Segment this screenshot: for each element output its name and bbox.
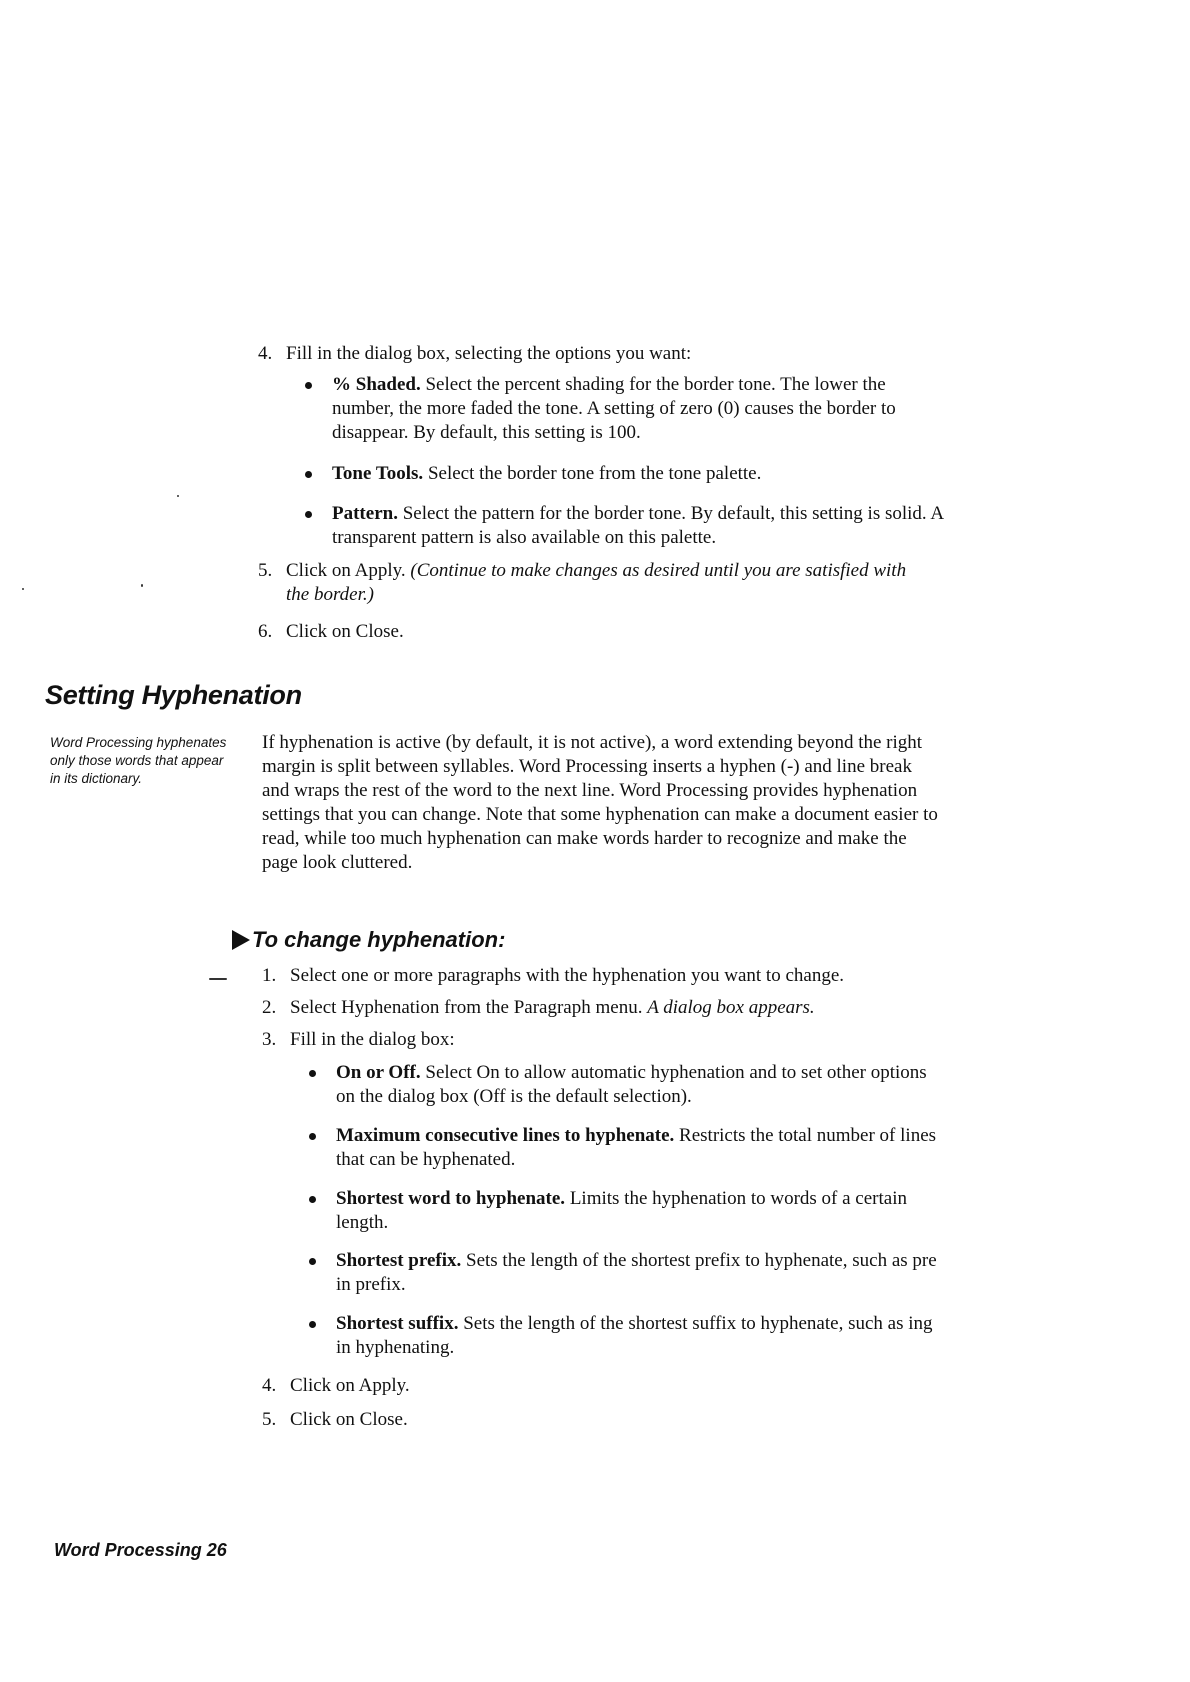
step-5-top	[258, 559, 918, 607]
step-6-top	[258, 620, 918, 644]
step-number: 1.	[262, 965, 277, 986]
bullet-shortest-word	[309, 1187, 949, 1235]
margin-note: Word Processing hyphenates only those words that appear in its dictionary.	[50, 735, 227, 786]
page-footer: Word Processing 26	[54, 1540, 227, 1560]
bullet-description: Sets the length of the shortest suffix to hyphenate, such as ing in hyphenating.	[336, 1313, 933, 1358]
scan-speck	[177, 495, 179, 497]
procedure-step-4	[262, 1374, 862, 1398]
bullet-icon	[309, 1258, 316, 1265]
step-text: Select Hyphenation from the Paragraph menu.	[290, 997, 643, 1018]
step-text: Click on Apply.	[286, 560, 406, 581]
bullet-description: Limits the hyphenation to words of a certain length.	[336, 1188, 907, 1233]
procedure-heading-text: To change hyphenation:	[252, 927, 506, 952]
bullet-icon	[309, 1133, 316, 1140]
bullet-term: Shortest word to hyphenate.	[336, 1188, 566, 1209]
arrow-right-icon	[232, 930, 250, 950]
bullet-description: Select the border tone from the tone palette.	[427, 463, 762, 484]
bullet-icon	[309, 1196, 316, 1203]
bullet-description: Sets the length of the shortest prefix to hyphenate, such as pre in prefix.	[336, 1250, 937, 1295]
bullet-description: Select On to allow automatic hyphenation and to set other options on the dialog box (Off is the default selection).	[336, 1062, 927, 1107]
step-number: 4.	[258, 343, 273, 364]
procedure-heading	[232, 927, 732, 957]
step-number: 6.	[258, 621, 273, 642]
bullet-maximum-lines	[309, 1124, 949, 1172]
step-note: (Continue to make changes as desired until you are satisfied with the border.)	[286, 560, 907, 605]
step-note: A dialog box appears.	[647, 997, 815, 1018]
bullet-term: Shortest suffix.	[336, 1313, 459, 1334]
bullet-shortest-prefix	[309, 1249, 949, 1297]
bullet-description: Select the percent shading for the border tone. The lower the number, the more faded the tone. A setting of zero (0) causes the border to disappear. By default, this setting is 100.	[332, 374, 896, 443]
bullet-term: Tone Tools.	[332, 463, 424, 484]
step-text: Fill in the dialog box, selecting the options you want:	[286, 343, 692, 364]
step-text: Select one or more paragraphs with the hyphenation you want to change.	[290, 965, 844, 986]
bullet-tone-tools	[305, 462, 945, 486]
step-number: 5.	[262, 1409, 277, 1430]
bullet-on-off	[309, 1061, 949, 1109]
procedure-step-2	[262, 996, 952, 1020]
procedure-step-5	[262, 1408, 862, 1432]
step-text: Click on Apply.	[290, 1375, 410, 1396]
procedure-step-3	[262, 1028, 952, 1052]
scan-speck	[209, 978, 227, 980]
bullet-icon	[309, 1321, 316, 1328]
bullet-icon	[305, 511, 312, 518]
section-heading: Setting Hyphenation	[45, 680, 302, 710]
step-text: Click on Close.	[290, 1409, 408, 1430]
scan-speck	[141, 584, 143, 587]
bullet-shortest-suffix	[309, 1312, 949, 1360]
step-4-top	[258, 342, 938, 366]
bullet-icon	[309, 1070, 316, 1077]
bullet-icon	[305, 382, 312, 389]
intro-paragraph: If hyphenation is active (by default, it is not active), a word extending beyond the right margin is split between syllables. Word Processing inserts a hyphen (-) and line break and wraps the rest of the word to the next line. Word Processing provides hyphenation settings that you can change. Note that some hyphenation can make a document easier to read, while too much hyphenation can make words harder to recognize and make the page look cluttered.	[262, 732, 938, 873]
bullet-description: Restricts the total number of lines that can be hyphenated.	[336, 1125, 937, 1170]
bullet-pattern	[305, 502, 945, 550]
step-number: 2.	[262, 997, 277, 1018]
step-number: 5.	[258, 560, 273, 581]
bullet-shaded	[305, 373, 945, 445]
step-number: 3.	[262, 1029, 277, 1050]
bullet-term: Maximum consecutive lines to hyphenate.	[336, 1125, 675, 1146]
bullet-term: % Shaded.	[332, 374, 421, 395]
scan-speck	[22, 588, 24, 590]
step-text: Click on Close.	[286, 621, 404, 642]
bullet-description: Select the pattern for the border tone. By default, this setting is solid. A transparent pattern is also available on this palette.	[332, 503, 944, 548]
bullet-term: On or Off.	[336, 1062, 421, 1083]
bullet-icon	[305, 471, 312, 478]
step-number: 4.	[262, 1375, 277, 1396]
step-text: Fill in the dialog box:	[290, 1029, 455, 1050]
bullet-term: Shortest prefix.	[336, 1250, 462, 1271]
procedure-step-1	[262, 964, 952, 988]
bullet-term: Pattern.	[332, 503, 398, 524]
